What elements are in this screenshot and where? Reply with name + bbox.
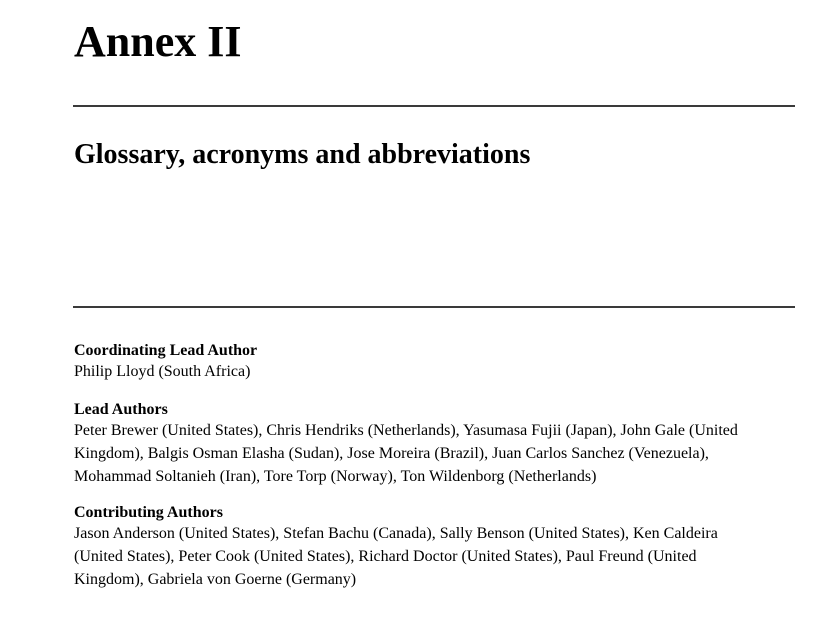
lead-authors-heading: Lead Authors (74, 401, 168, 418)
author-line: Philip Lloyd (South Africa) (74, 363, 251, 380)
page-title: Glossary, acronyms and abbreviations (74, 139, 531, 170)
coordinating-lead-author-section (74, 341, 819, 383)
contributing-authors-body (74, 522, 819, 591)
divider-rule-top (73, 105, 795, 107)
lead-authors-section (74, 400, 819, 488)
contributing-authors-section (74, 503, 819, 591)
author-line: Jason Anderson (United States), Stefan Bachu (Canada), Sally Benson (United States), Ken Caldeira (74, 525, 718, 542)
author-line: Peter Brewer (United States), Chris Hendriks (Netherlands), Yasumasa Fujii (Japan), John Gale (United (74, 422, 738, 439)
coordinating-lead-author-body (74, 360, 819, 383)
author-line: (United States), Peter Cook (United States), Richard Doctor (United States), Paul Freund (United (74, 548, 697, 565)
author-line: Kingdom), Balgis Osman Elasha (Sudan), Jose Moreira (Brazil), Juan Carlos Sanchez (Venezuela), (74, 445, 709, 462)
divider-rule-middle (73, 306, 795, 308)
coordinating-lead-author-heading: Coordinating Lead Author (74, 342, 258, 359)
author-line: Kingdom), Gabriela von Goerne (Germany) (74, 571, 357, 588)
author-line: Mohammad Soltanieh (Iran), Tore Torp (Norway), Ton Wildenborg (Netherlands) (74, 468, 597, 485)
lead-authors-body (74, 419, 819, 488)
contributing-authors-heading: Contributing Authors (74, 504, 223, 521)
annex-heading: Annex II (74, 17, 242, 66)
